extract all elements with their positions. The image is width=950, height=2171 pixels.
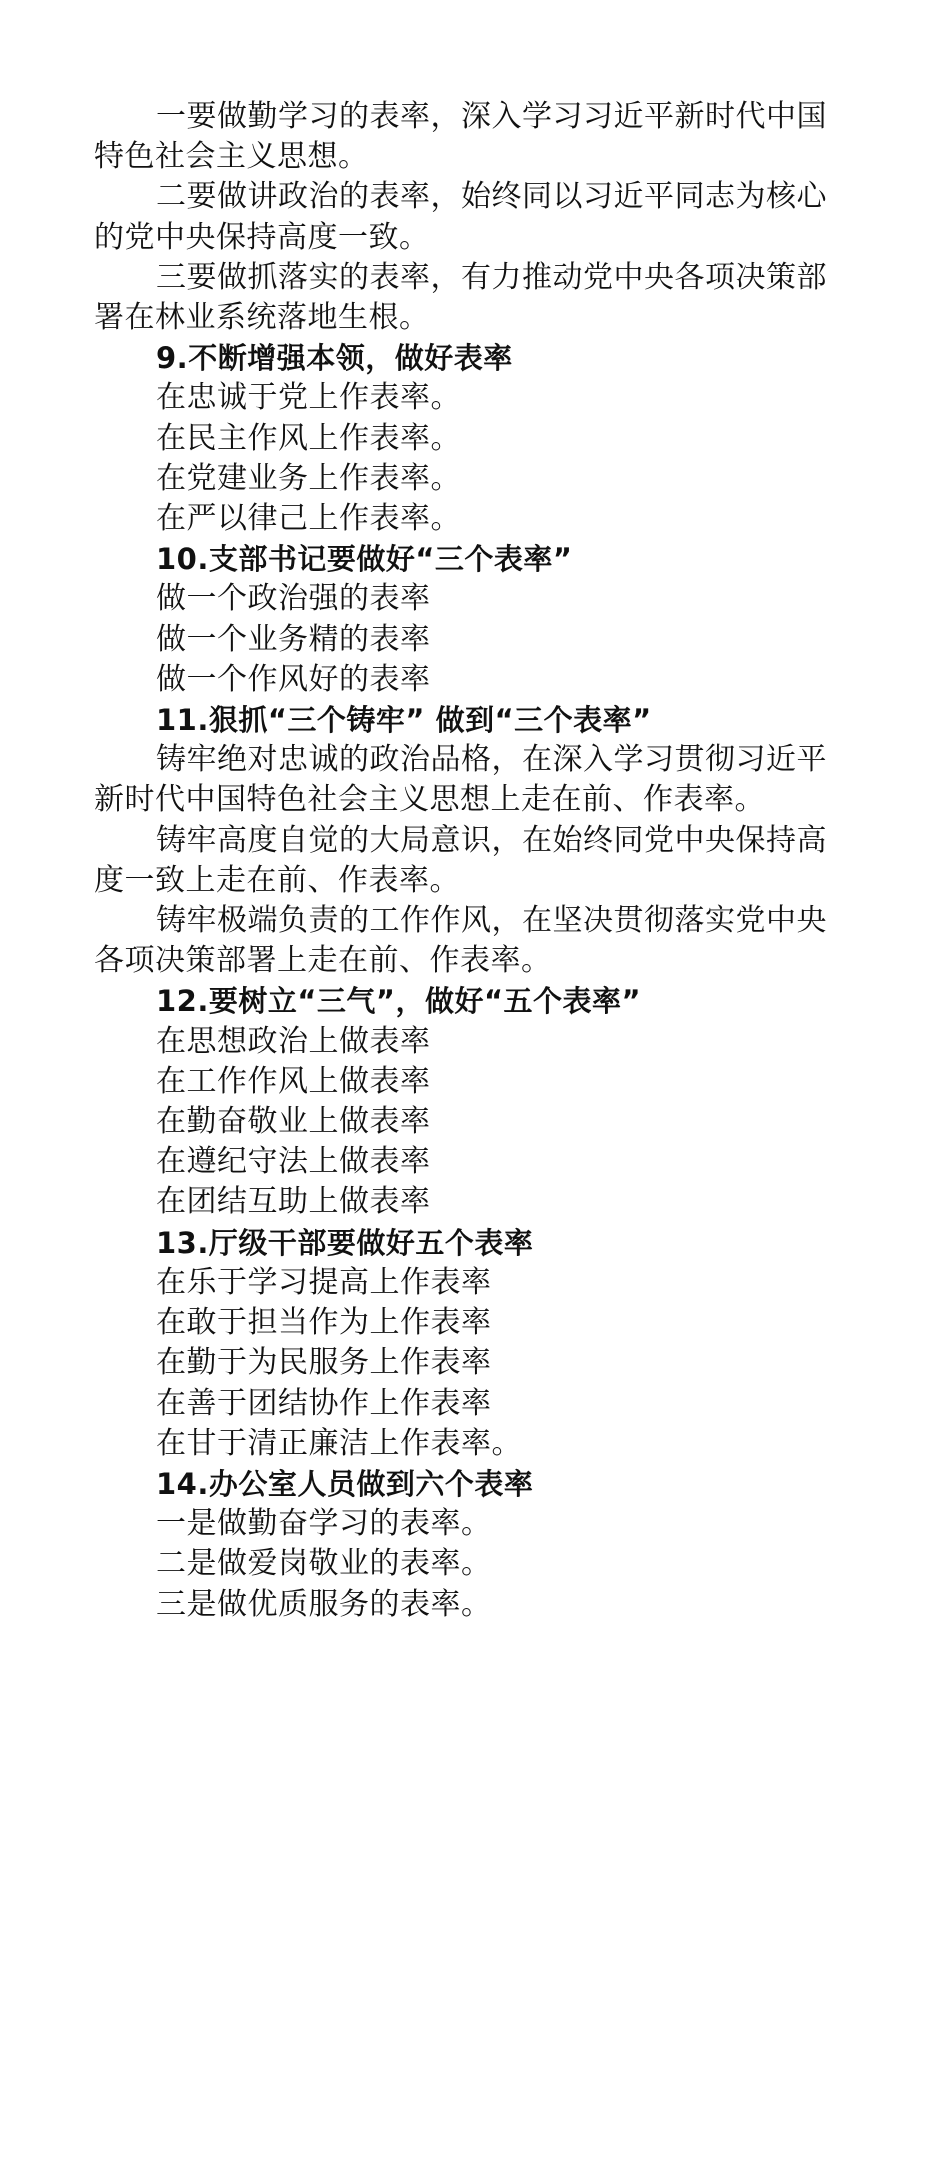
section-heading: 13.厅级干部要做好五个表率 <box>156 1225 534 1260</box>
list-item: 在思想政治上做表率 <box>156 1023 431 1059</box>
list-item: 在勤于为民服务上作表率 <box>156 1345 492 1381</box>
list-item: 做一个业务精的表率 <box>156 621 431 657</box>
list-item: 在乐于学习提高上作表率 <box>156 1264 492 1300</box>
list-item: 在忠诚于党上作表率。 <box>156 380 461 416</box>
paragraph-line: 二要做讲政治的表率，始终同以习近平同志为核心 <box>156 179 827 215</box>
list-item: 在勤奋敬业上做表率 <box>156 1104 431 1140</box>
list-item: 二是做爱岗敬业的表率。 <box>156 1546 492 1582</box>
list-item: 在党建业务上作表率。 <box>156 460 461 496</box>
paragraph-line: 新时代中国特色社会主义思想上走在前、作表率。 <box>94 782 765 818</box>
paragraph-line: 度一致上走在前、作表率。 <box>94 862 460 898</box>
paragraph-line: 三要做抓落实的表率，有力推动党中央各项决策部 <box>156 259 827 295</box>
paragraph-line: 署在林业系统落地生根。 <box>94 300 430 336</box>
paragraph-line: 特色社会主义思想。 <box>94 139 369 175</box>
paragraph-line: 一要做勤学习的表率，深入学习习近平新时代中国 <box>156 99 827 134</box>
paragraph-line: 铸牢绝对忠诚的政治品格，在深入学习贯彻习近平 <box>156 742 827 778</box>
paragraph-line: 各项决策部署上走在前、作表率。 <box>94 943 552 979</box>
section-heading: 11.狠抓“三个铸牢” 做到“三个表率” <box>156 703 652 738</box>
paragraph-line: 铸牢极端负责的工作作风，在坚决贯彻落实党中央 <box>156 903 827 939</box>
list-item: 在工作作风上做表率 <box>156 1063 431 1099</box>
document-body <box>94 97 860 1625</box>
section-heading: 10.支部书记要做好“三个表率” <box>156 542 573 577</box>
list-item: 做一个政治强的表率 <box>156 581 431 617</box>
list-item: 做一个作风好的表率 <box>156 661 431 697</box>
paragraph-line: 的党中央保持高度一致。 <box>94 219 430 255</box>
list-item: 三是做优质服务的表率。 <box>156 1586 492 1622</box>
list-item: 在民主作风上作表率。 <box>156 420 461 456</box>
list-item: 在团结互助上做表率 <box>156 1184 431 1220</box>
paragraph-line: 铸牢高度自觉的大局意识，在始终同党中央保持高 <box>156 822 827 858</box>
list-item: 在严以律己上作表率。 <box>156 501 461 537</box>
list-item: 一是做勤奋学习的表率。 <box>156 1506 492 1542</box>
list-item: 在遵纪守法上做表率 <box>156 1144 431 1180</box>
section-heading: 14.办公室人员做到六个表率 <box>156 1466 534 1501</box>
list-item: 在甘于清正廉洁上作表率。 <box>156 1425 522 1461</box>
section-heading: 9.不断增强本领，做好表率 <box>156 341 513 376</box>
section-heading: 12.要树立“三气”，做好“五个表率” <box>156 984 642 1019</box>
list-item: 在敢于担当作为上作表率 <box>156 1305 492 1341</box>
list-item: 在善于团结协作上作表率 <box>156 1385 492 1421</box>
